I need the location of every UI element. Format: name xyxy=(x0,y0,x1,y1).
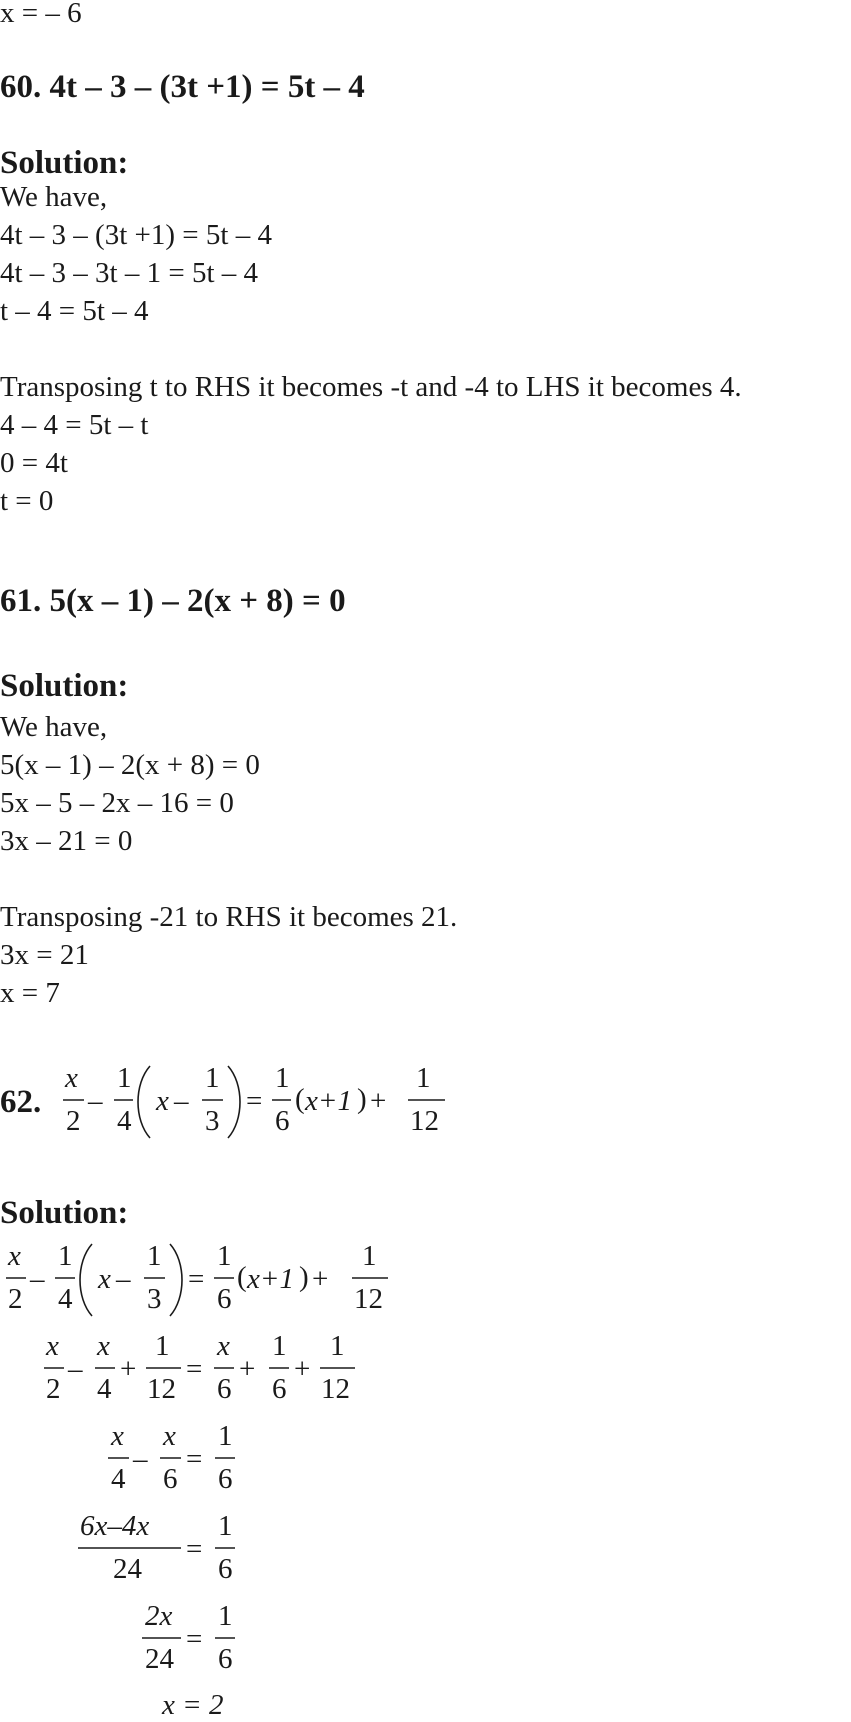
question-62-number: 62. xyxy=(0,1084,42,1120)
frac-denominator: 4 xyxy=(58,1283,73,1315)
operator: – xyxy=(88,1085,103,1117)
question-61-heading: 61. 5(x – 1) – 2(x + 8) = 0 xyxy=(0,583,346,619)
q60-line: 4t – 3 – 3t – 1 = 5t – 4 xyxy=(0,257,259,289)
q60-step: t = 0 xyxy=(0,485,54,517)
left-paren: ( xyxy=(295,1083,305,1115)
frac-denominator: 12 xyxy=(354,1283,383,1315)
q62-step-3 xyxy=(0,1418,260,1500)
q60-line: t – 4 = 5t – 4 xyxy=(0,295,149,327)
frac-denominator: 6 xyxy=(275,1105,290,1137)
frac-denominator: 6 xyxy=(217,1373,232,1405)
operator: + xyxy=(312,1263,329,1295)
frac-denominator: 6 xyxy=(163,1463,178,1495)
frac-numerator: x xyxy=(46,1330,59,1362)
frac-numerator: 1 xyxy=(217,1240,232,1272)
q62-step-5 xyxy=(0,1598,260,1680)
left-paren xyxy=(138,1066,150,1138)
frac-numerator: x xyxy=(8,1240,21,1272)
operator: – xyxy=(68,1353,83,1385)
operator: + xyxy=(239,1353,256,1385)
frac-numerator: x xyxy=(163,1420,176,1452)
frac-numerator: x xyxy=(217,1330,230,1362)
operator: – xyxy=(30,1263,45,1295)
q61-step: 3x = 21 xyxy=(0,939,89,971)
frac-denominator: 4 xyxy=(117,1105,132,1137)
frac-denominator: 3 xyxy=(205,1105,220,1137)
frac-denominator: 6 xyxy=(217,1283,232,1315)
frac-numerator: 1 xyxy=(155,1330,170,1362)
frac-numerator: 1 xyxy=(275,1062,290,1094)
equals-sign: = xyxy=(186,1353,203,1385)
frac-numerator: 1 xyxy=(147,1240,162,1272)
operator: – xyxy=(174,1085,189,1117)
operator: – xyxy=(133,1443,148,1475)
q62-step-1 xyxy=(0,1238,400,1320)
equals-sign: = xyxy=(246,1085,263,1117)
left-paren: ( xyxy=(237,1261,247,1293)
right-paren xyxy=(170,1244,182,1316)
q61-line: 5(x – 1) – 2(x + 8) = 0 xyxy=(0,749,260,781)
equals-sign: = xyxy=(186,1623,203,1655)
equals-sign: = xyxy=(186,1533,203,1565)
frac-denominator: 6 xyxy=(272,1373,287,1405)
frac-denominator: 4 xyxy=(111,1463,126,1495)
frac-denominator: 24 xyxy=(113,1553,142,1585)
question-62-heading-equation xyxy=(0,1060,460,1142)
operator: + xyxy=(294,1353,311,1385)
frac-numerator: 1 xyxy=(218,1420,233,1452)
variable: x xyxy=(98,1263,111,1295)
frac-numerator: x xyxy=(65,1062,78,1094)
frac-denominator: 12 xyxy=(147,1373,176,1405)
equals-sign: = xyxy=(186,1443,203,1475)
frac-numerator: 1 xyxy=(205,1062,220,1094)
previous-answer: x = – 6 xyxy=(0,0,82,29)
frac-denominator: 6 xyxy=(218,1553,233,1585)
q60-step: 0 = 4t xyxy=(0,447,68,479)
frac-numerator: 1 xyxy=(416,1062,431,1094)
frac-numerator: 1 xyxy=(362,1240,377,1272)
q62-step-2 xyxy=(0,1328,400,1410)
frac-denominator: 2 xyxy=(66,1105,81,1137)
q61-line: 3x – 21 = 0 xyxy=(0,825,133,857)
frac-denominator: 2 xyxy=(46,1373,61,1405)
equals-sign: = xyxy=(188,1263,205,1295)
operator: + xyxy=(120,1353,137,1385)
frac-numerator: 1 xyxy=(117,1062,132,1094)
q61-explanation: Transposing -21 to RHS it becomes 21. xyxy=(0,901,458,933)
right-paren: ) xyxy=(299,1261,309,1293)
frac-denominator: 6 xyxy=(218,1463,233,1495)
frac-denominator: 12 xyxy=(321,1373,350,1405)
frac-numerator: 1 xyxy=(58,1240,73,1272)
frac-numerator: x xyxy=(97,1330,110,1362)
frac-numerator: 1 xyxy=(272,1330,287,1362)
q60-explanation: Transposing t to RHS it becomes -t and -4 to LHS it becomes 4. xyxy=(0,371,742,403)
variable: x xyxy=(156,1085,169,1117)
frac-numerator: 2x xyxy=(145,1600,173,1632)
right-paren xyxy=(228,1066,240,1138)
variable-expression: x+1 xyxy=(247,1263,294,1295)
question-60-solution-label: Solution: xyxy=(0,145,129,181)
right-paren: ) xyxy=(357,1083,367,1115)
frac-numerator: 1 xyxy=(218,1600,233,1632)
q61-line: We have, xyxy=(0,711,108,743)
left-paren xyxy=(80,1244,92,1316)
question-61-solution-label: Solution: xyxy=(0,668,129,704)
frac-numerator: 1 xyxy=(330,1330,345,1362)
frac-denominator: 6 xyxy=(218,1643,233,1675)
q60-line: We have, xyxy=(0,181,108,213)
frac-numerator: 1 xyxy=(218,1510,233,1542)
question-62-solution-label: Solution: xyxy=(0,1195,129,1231)
operator: + xyxy=(370,1085,387,1117)
variable-expression: x+1 xyxy=(305,1085,352,1117)
q62-final-answer: x = 2 xyxy=(162,1689,224,1721)
frac-denominator: 24 xyxy=(145,1643,174,1675)
question-60-heading: 60. 4t – 3 – (3t +1) = 5t – 4 xyxy=(0,69,365,105)
q60-step: 4 – 4 = 5t – t xyxy=(0,409,149,441)
q62-step-4 xyxy=(0,1508,260,1590)
q61-step: x = 7 xyxy=(0,977,60,1009)
frac-denominator: 2 xyxy=(8,1283,23,1315)
operator: – xyxy=(116,1263,131,1295)
frac-denominator: 4 xyxy=(97,1373,112,1405)
frac-numerator: 6x–4x xyxy=(80,1510,150,1542)
q61-line: 5x – 5 – 2x – 16 = 0 xyxy=(0,787,234,819)
frac-numerator: x xyxy=(111,1420,124,1452)
frac-denominator: 3 xyxy=(147,1283,162,1315)
frac-denominator: 12 xyxy=(410,1105,439,1137)
q60-line: 4t – 3 – (3t +1) = 5t – 4 xyxy=(0,219,272,251)
